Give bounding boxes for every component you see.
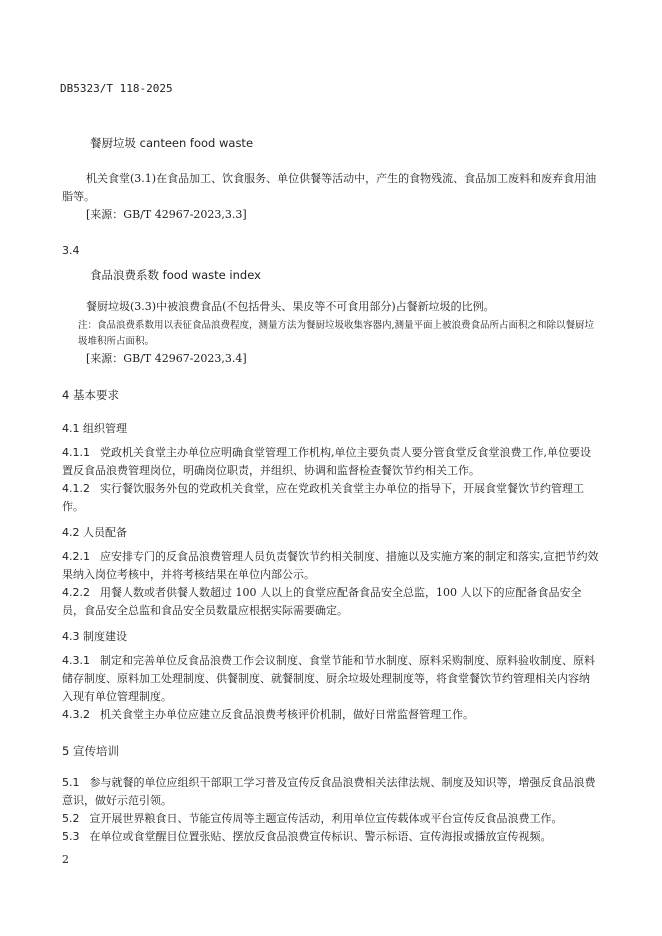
clause-number: 5.2 (62, 812, 80, 825)
term-title: 餐厨垃圾 canteen food waste (90, 136, 254, 150)
subsection-heading: 4.2 人员配备 (62, 526, 127, 539)
clause-paragraph (62, 584, 600, 620)
clause-number: 4.2.2 (62, 586, 90, 599)
clause-text: 参与就餐的单位应组织干部职工学习普及宣传反食品浪费相关法律法规、制度及知识等，增强反食品浪费意识，做好示范引领。 (62, 776, 596, 807)
clause-text: 党政机关食堂主办单位应明确食堂管理工作机构,单位主要负责人要分管食堂反食堂浪费工作,单位要设置反食品浪费管理岗位，明确岗位职责，并组织、协调和监督检查餐饮节约相关工作。 (62, 446, 591, 477)
clause-number: 4.3.2 (62, 708, 90, 721)
term-number: 3.4 (62, 244, 80, 257)
clause-paragraph (62, 444, 600, 480)
section-heading: 5 宣传培训 (62, 744, 119, 758)
clause-number: 4.1.2 (62, 482, 90, 495)
page-number: 2 (62, 853, 69, 866)
term-definition: 机关食堂(3.1)在食品加工、饮食服务、单位供餐等活动中，产生的食物残流、食品加工废料和废弃食用油脂等。 (62, 172, 597, 203)
clause-number: 4.1.1 (62, 446, 90, 459)
term-note: 注：食品浪费系数用以表征食品浪费程度，测量方法为餐厨垃圾收集容器内,测量平面上被浪费食品所占面积之和除以餐厨垃圾堆积所占面积。 (78, 320, 595, 347)
clause-text: 应安排专门的反食品浪费管理人员负责餐饮节约相关制度、措施以及实施方案的制定和落实,宣把节约效果纳入岗位考核中，并将考核结果在单位内部公示。 (62, 550, 599, 581)
clause-text: 宣开展世界粮食日、节能宣传周等主题宣传活动，利用单位宣传载体或平台宣传反食品浪费工作。 (89, 812, 563, 825)
clause-number: 5.3 (62, 830, 80, 843)
document-code: DB5323/T 118-2025 (60, 82, 173, 95)
term-source: [来源：GB/T 42967-2023,3.4] (86, 352, 247, 365)
clause-paragraph (62, 652, 600, 706)
clause-text: 在单位或食堂醒目位置张贴、摆放反食品浪费宣传标识、警示标语、宣传海报或播放宣传视频。 (89, 830, 552, 843)
clause-text: 用餐人数或者供餐人数超过 100 人以上的食堂应配备食品安全总监，100 人以下的应配备食品安全员，食品安全总监和食品安全员数量应根据实际需要确定。 (62, 586, 582, 617)
clause-paragraph (62, 706, 600, 724)
term-definition: 餐厨垃圾(3.3)中被浪费食品(不包括骨头、果皮等不可食用部分)占餐新垃圾的比例。 (86, 300, 495, 313)
clause-text: 制定和完善单位反食品浪费工作会议制度、食堂节能和节水制度、原料采购制度、原料验收制度、原料储存制度、原料加工处理制度、供餐制度、就餐制度、厨余垃圾处理制度等，将食堂餐饮节约管理相关内容纳入现有单位管理制度。 (62, 654, 595, 703)
subsection-heading: 4.1 组织管理 (62, 422, 127, 435)
clause-paragraph (62, 828, 600, 846)
clause-paragraph (62, 548, 600, 584)
clause-paragraph (62, 480, 600, 516)
subsection-heading: 4.3 制度建设 (62, 630, 127, 643)
clause-text: 实行餐饮服务外包的党政机关食堂，应在党政机关食堂主办单位的指导下，开展食堂餐饮节约管理工作。 (62, 482, 584, 513)
clause-text: 机关食堂主办单位应建立反食品浪费考核评价机制，做好日常监督管理工作。 (100, 708, 474, 721)
clause-paragraph (62, 810, 600, 828)
term-title: 食品浪费系数 food waste index (90, 268, 261, 282)
clause-number: 4.3.1 (62, 654, 90, 667)
term-source: [来源：GB/T 42967-2023,3.3] (86, 208, 247, 221)
clause-number: 5.1 (62, 776, 80, 789)
clause-paragraph (62, 774, 600, 810)
clause-number: 4.2.1 (62, 550, 90, 563)
section-heading: 4 基本要求 (62, 388, 119, 402)
